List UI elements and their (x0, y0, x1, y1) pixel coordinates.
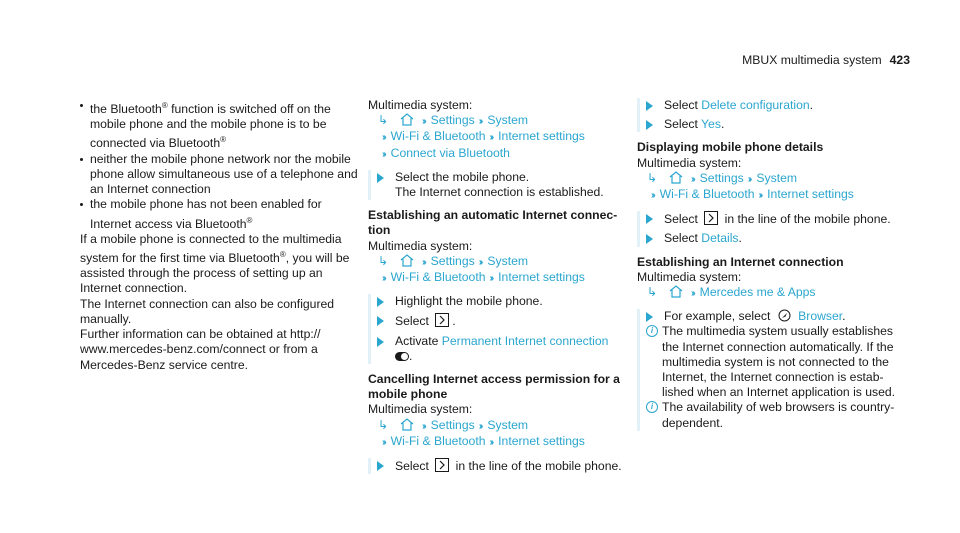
chevron-icon: ›› (382, 436, 385, 448)
paragraph: Further information can be obtained at http:// www.mercedes-benz.com/connect or from a Mercedes-Benz service centre. (80, 327, 321, 372)
section-heading: Establishing an automatic Internet connec-tion (368, 208, 618, 238)
delete-configuration-link[interactable]: Delete configuration (701, 98, 810, 112)
toggle-on-icon (395, 352, 409, 361)
chevron-icon: ›› (422, 420, 425, 432)
list-item: neither the mobile phone network nor the mobile phone allow simultaneous use of a telephone and an Internet connection (80, 152, 360, 198)
path-link[interactable]: Settings (430, 417, 475, 432)
menu-path (378, 418, 626, 450)
home-icon (400, 418, 414, 431)
menu-path (647, 285, 905, 301)
list-item: the Bluetooth® function is switched off on the mobile phone and the mobile phone is to be connected via Bluetooth® (80, 98, 360, 152)
details-link[interactable]: Details (701, 231, 739, 246)
path-start-icon: ↳ (378, 113, 389, 128)
step: Select Yes. (646, 117, 905, 132)
paragraph: The Internet connection can also be configured manually. (80, 296, 335, 326)
home-icon (400, 113, 414, 126)
chevron-icon: ›› (382, 148, 385, 160)
home-icon (400, 254, 414, 267)
chevron-icon: ›› (478, 256, 482, 268)
path-start-icon: ↳ (378, 417, 389, 432)
path-link[interactable]: System (487, 253, 529, 268)
intro-text: Multimedia system: (368, 238, 473, 253)
column-1 (80, 98, 360, 373)
yes-link[interactable]: Yes (701, 117, 721, 132)
list-item: the mobile phone has not been enabled for Internet access via Bluetooth® (80, 197, 360, 231)
path-link[interactable]: Settings (430, 113, 475, 128)
path-link[interactable]: Settings (699, 170, 744, 185)
chevron-icon: ›› (691, 288, 694, 300)
browser-link[interactable]: Browser (798, 309, 843, 324)
header-title: MBUX multimedia system (742, 53, 882, 67)
permanent-internet-link[interactable]: Permanent Internet connection (441, 333, 609, 348)
path-link[interactable]: Wi-Fi & Bluetooth (390, 433, 486, 448)
chevron-icon: ›› (382, 132, 385, 144)
info-icon: i (646, 325, 658, 337)
path-link[interactable]: Wi-Fi & Bluetooth (390, 129, 486, 144)
path-link[interactable]: System (487, 417, 529, 432)
step: Select in the line of the mobile phone. (377, 458, 626, 474)
chevron-icon: ›› (747, 173, 751, 185)
chevron-icon: ›› (422, 116, 425, 128)
menu-path (378, 254, 626, 286)
intro-text: Multimedia system: (637, 269, 742, 284)
step: Select . (377, 313, 626, 329)
intro-text: Multimedia system: (637, 155, 742, 170)
path-link[interactable]: Wi-Fi & Bluetooth (659, 187, 755, 202)
menu-path (647, 171, 905, 203)
path-link[interactable]: System (756, 170, 798, 185)
chevron-icon: ›› (422, 256, 425, 268)
forward-key-icon (435, 458, 449, 472)
paragraph: If a mobile phone is connected to the multimedia system for the first time via Bluetooth®, you will be assisted through the process of setting up an Internet connection. (80, 231, 350, 296)
chevron-icon: ›› (478, 420, 482, 432)
menu-path (378, 113, 626, 162)
chevron-icon: ›› (489, 436, 493, 448)
chevron-icon: ›› (489, 273, 493, 285)
forward-key-icon (435, 313, 449, 327)
chevron-icon: ›› (758, 190, 762, 202)
path-link[interactable]: Internet settings (498, 129, 585, 144)
page-number: 423 (889, 53, 910, 67)
chevron-icon: ›› (478, 116, 482, 128)
section-heading: Cancelling Internet access permission for a mobile phone (368, 372, 620, 402)
path-link[interactable]: Internet settings (767, 187, 854, 202)
step: Highlight the mobile phone. (377, 294, 626, 309)
info-icon: i (646, 401, 658, 413)
browser-icon (778, 309, 791, 322)
home-icon (669, 285, 683, 298)
step: Select Delete configuration. (646, 98, 905, 113)
path-link[interactable]: Internet settings (498, 270, 585, 285)
step: Select Details. (646, 231, 905, 246)
path-link[interactable]: Mercedes me & Apps (699, 285, 816, 300)
info-note: i The multimedia system usually establishes the Internet connection automatically. If the multimedia system is not connected to the Internet, the Internet connection is estab-lished when an Internet application is used. (646, 324, 905, 400)
chevron-icon: ›› (691, 173, 694, 185)
column-3 (637, 98, 905, 439)
path-start-icon: ↳ (378, 253, 389, 268)
path-start-icon: ↳ (647, 285, 658, 300)
chevron-icon: ›› (382, 273, 385, 285)
path-link[interactable]: System (487, 113, 529, 128)
page-header (742, 53, 910, 68)
step: Select in the line of the mobile phone. (646, 211, 905, 227)
forward-key-icon (704, 211, 718, 225)
section-heading: Displaying mobile phone details (637, 140, 824, 155)
path-link[interactable]: Internet settings (498, 433, 585, 448)
info-note: i The availability of web browsers is country-dependent. (646, 400, 905, 430)
chevron-icon: ›› (489, 132, 493, 144)
path-link[interactable]: Connect via Bluetooth (390, 145, 510, 160)
chevron-icon: ›› (651, 190, 654, 202)
column-2 (368, 98, 626, 482)
path-start-icon: ↳ (647, 170, 658, 185)
step: Activate Permanent Internet connection . (377, 334, 626, 364)
path-link[interactable]: Settings (430, 253, 475, 268)
home-icon (669, 171, 683, 184)
path-link[interactable]: Wi-Fi & Bluetooth (390, 270, 486, 285)
section-heading: Establishing an Internet connection (637, 254, 844, 269)
intro-text: Multimedia system: (368, 98, 473, 112)
step: For example, select Browser. (646, 309, 905, 324)
intro-text: Multimedia system: (368, 402, 473, 417)
step: Select the mobile phone. The Internet connection is established. (377, 170, 626, 200)
